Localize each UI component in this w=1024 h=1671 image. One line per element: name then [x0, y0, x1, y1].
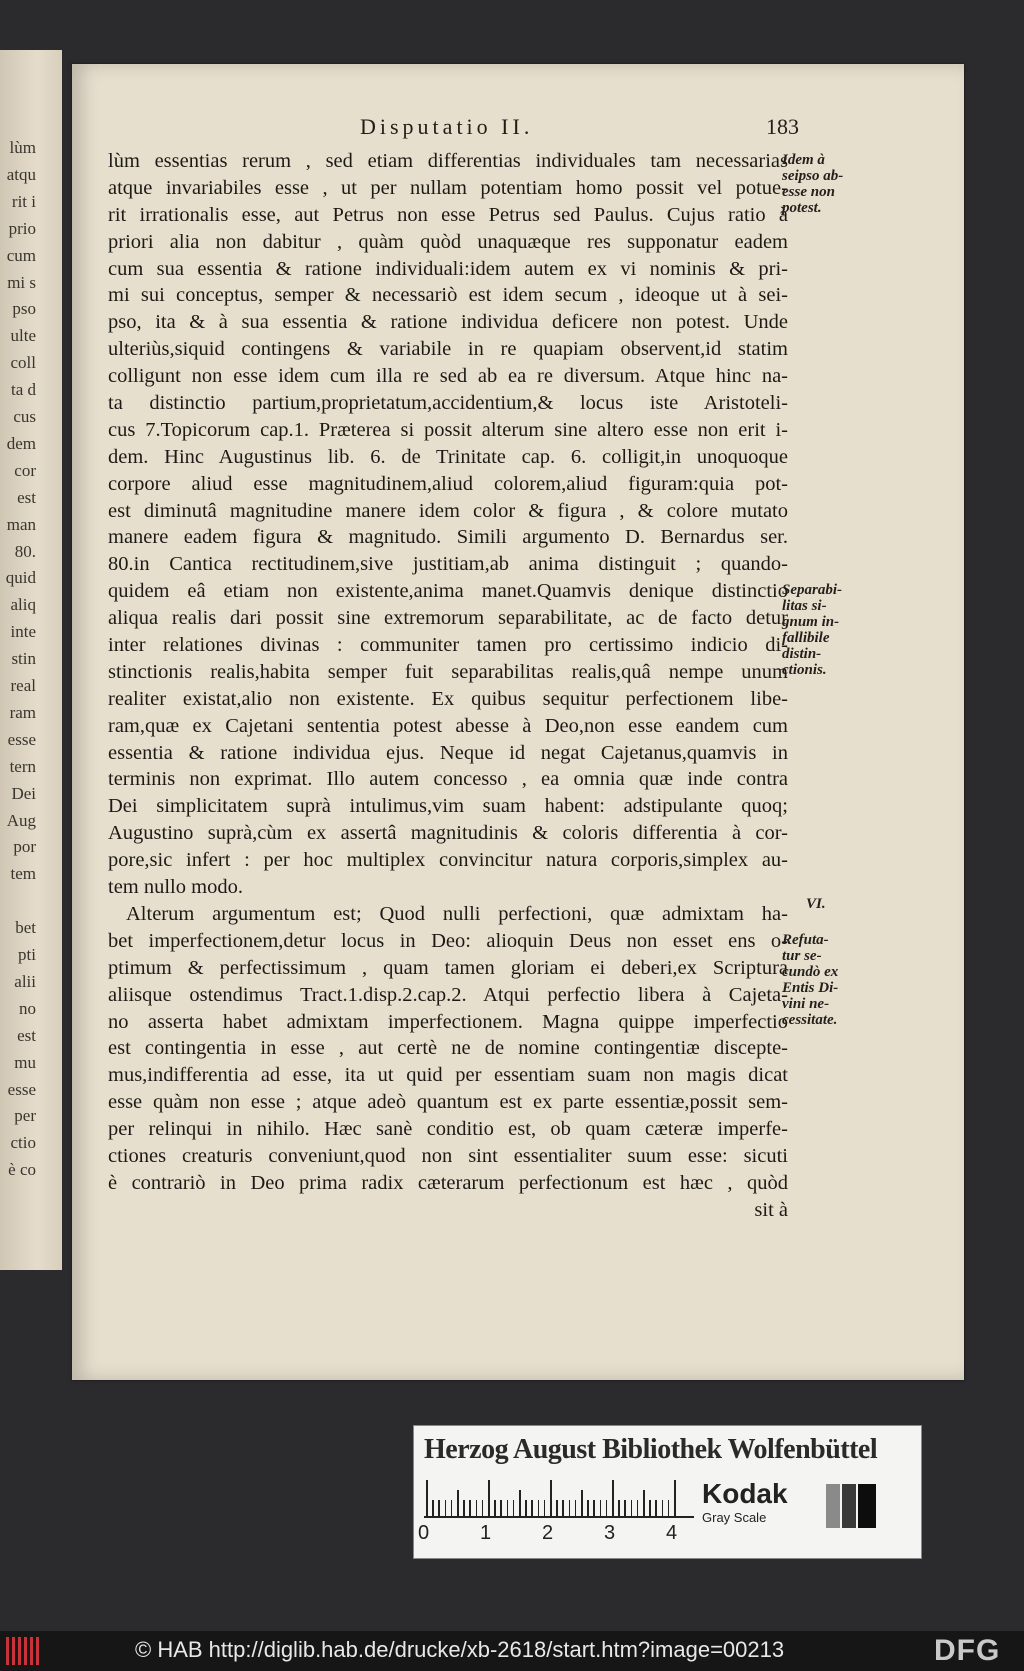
- text-line: lùm essentias rerum , sed etiam differentias individuales tam necessarias: [108, 150, 788, 172]
- ruler-tick: [438, 1500, 440, 1516]
- previous-page-fragment: prio: [8, 218, 36, 238]
- text-line: 80.in Cantica rectitudinem,sive justitiam,ab anima distinguit ; quando-: [108, 553, 788, 576]
- ruler-tick: [649, 1500, 651, 1516]
- text-line: tem nullo modo.: [108, 876, 243, 899]
- text-line: è contrariò in Deo prima radix cæterarum perfectionum est hæc , quòd: [108, 1171, 788, 1194]
- previous-page-fragment: cus: [13, 407, 36, 426]
- ruler-number: 1: [480, 1522, 492, 1544]
- ruler-tick: [600, 1500, 602, 1516]
- margin-note-line: Entis Di-: [782, 980, 839, 996]
- margin-note-line: ctionis.: [782, 662, 827, 678]
- previous-page-fragment: stin: [11, 649, 36, 669]
- gray-scale-label: Gray Scale: [702, 1510, 767, 1525]
- running-head: [72, 114, 964, 144]
- text-line: est diminutâ magnitudine manere idem color & figura , & colore mutato: [108, 499, 788, 522]
- previous-page-fragment: no: [19, 998, 36, 1018]
- previous-page-fragment: est: [17, 1025, 36, 1045]
- gray-swatch-dark: [858, 1484, 876, 1528]
- ruler-tick: [476, 1500, 478, 1516]
- ruler-tick: [631, 1500, 633, 1516]
- ruler-tick: [674, 1480, 676, 1516]
- dfg-logo: DFG: [934, 1634, 1001, 1667]
- text-line: mus,indifferentia ad esse, ita ut quid per essentiam suam non magis dicat: [108, 1064, 788, 1087]
- text-line: stinctionis realis,habita semper fuit separabilitas realis,quâ nempe unum: [108, 660, 788, 683]
- text-line: inter relationes divinas : communiter tamen pro certissimo indicio di-: [108, 634, 788, 657]
- ruler-tick: [538, 1500, 540, 1516]
- kodak-logo: Kodak: [702, 1478, 788, 1509]
- text-line: atque invariabiles esse , ut per nullam potentiam homo possit vel potue-: [108, 176, 788, 199]
- ruler-number: 4: [666, 1522, 678, 1544]
- ruler-tick: [463, 1500, 465, 1516]
- ruler-tick: [556, 1500, 558, 1516]
- previous-page-fragment: tern: [9, 756, 36, 776]
- gray-swatch-mid: [842, 1484, 856, 1528]
- ruler-tick: [445, 1500, 447, 1516]
- text-line: mi sui conceptus, semper & necessariò est idem secum , ideoque ut à sei-: [108, 284, 788, 307]
- text-line: cus 7.Topicorum cap.1. Præterea si possit alterum sine altero esse non erit i-: [108, 418, 788, 441]
- previous-page-fragment: cor: [14, 460, 36, 480]
- text-line: per relinqui in nihilo. Hæc sanè conditio est, ob quam cæteræ imperfe-: [108, 1118, 788, 1141]
- ruler-tick: [655, 1500, 657, 1516]
- previous-page-edge: [0, 50, 62, 1270]
- text-line: quidem eâ etiam non existente,anima manet.Quamvis denique distinctio: [108, 580, 788, 603]
- previous-page-fragment: pso: [12, 299, 36, 319]
- previous-page-fragment: rit i: [11, 191, 36, 211]
- previous-page-fragment: quid: [5, 568, 36, 588]
- previous-page-fragment: ulte: [10, 326, 36, 346]
- previous-page-fragment: aliq: [10, 595, 36, 615]
- margin-note-line: litas si-: [782, 598, 827, 614]
- previous-page-fragment: por: [13, 837, 36, 857]
- text-line: essentia & ratione individua ejus. Neque id negat Cajetanus,quamvis in: [108, 741, 788, 764]
- text-line: pore,sic infert : per hoc multiplex convincitur natura corporis,simplex au-: [108, 849, 788, 872]
- text-line: rit irrationalis esse, aut Petrus non esse Petrus sed Paulus. Cujus ratio à: [108, 203, 788, 226]
- previous-page-fragment: tem: [10, 864, 36, 884]
- previous-page-fragment: bet: [15, 918, 36, 938]
- text-line: ctiones creaturis conveniunt,quod non sint essentialiter suum esse: sicuti: [108, 1144, 788, 1167]
- viewer-footer: [0, 1631, 1024, 1671]
- text-line: ta distinctio partium,proprietatum,accidentium,& locus iste Aristoteli-: [108, 392, 788, 415]
- text-line: terminis non exprimat. Illo autem concesso , ea omnia quæ inde contra: [108, 768, 788, 791]
- previous-page-fragment: pti: [18, 945, 36, 964]
- ruler-tick: [500, 1500, 502, 1516]
- catchword: sit à: [754, 1198, 788, 1221]
- previous-page-fragment: atqu: [6, 164, 36, 184]
- margin-note-line: potest.: [782, 200, 822, 216]
- ruler-tick: [432, 1500, 434, 1516]
- text-line: colligunt non esse idem cum illa re sed ab ea re diversum. Atque hinc na-: [108, 365, 788, 388]
- ruler-tick: [451, 1500, 453, 1516]
- text-line: est contingentia in esse , aut certè ne de nomine contingentiæ discepte-: [108, 1037, 788, 1060]
- margin-note-line: distin-: [782, 646, 822, 662]
- text-line: ram,quæ ex Cajetani sententia potest abesse à Deo,non esse eandem cum: [108, 714, 788, 737]
- previous-page-fragment: ta d: [10, 380, 36, 400]
- ruler-number: 3: [604, 1522, 616, 1544]
- previous-page-fragment: est: [17, 487, 36, 507]
- ruler-tick: [519, 1490, 521, 1516]
- ruler-tick: [612, 1480, 614, 1516]
- book-page: [72, 64, 964, 1380]
- ruler-tick: [587, 1500, 589, 1516]
- ruler-tick: [544, 1500, 546, 1516]
- ruler-tick: [426, 1480, 428, 1516]
- section-number: VI.: [806, 896, 826, 912]
- previous-page-fragment: coll: [10, 353, 36, 373]
- text-line: realiter existat,alio non existente. Ex quibus sequitur perfectionem libe-: [108, 687, 788, 710]
- previous-page-fragment: dem: [6, 433, 36, 453]
- text-line: esse quàm non esse ; atque adeò quantum est ex parte essentiæ,possit sem-: [108, 1091, 788, 1114]
- gray-swatch-light: [826, 1484, 840, 1528]
- margin-note-line: tur se-: [782, 948, 822, 964]
- previous-page-fragment: alii: [14, 971, 36, 991]
- footer-credit-link[interactable]: © HAB http://diglib.hab.de/drucke/xb-2618/start.htm?image=00213: [135, 1637, 785, 1662]
- text-line: dem. Hinc Augustinus lib. 6. de Trinitate cap. 6. colligit,in unoquoque: [108, 445, 788, 468]
- page-number: 183: [766, 114, 799, 139]
- margin-note-line: Refuta-: [782, 932, 829, 948]
- margin-note-line: Idem à: [782, 152, 825, 168]
- ruler-number: 2: [542, 1522, 554, 1544]
- ruler-tick: [662, 1500, 664, 1516]
- margin-note-line: Separabi-: [782, 582, 842, 598]
- margin-note-line: fallibile: [782, 630, 830, 646]
- margin-note-separabilitas: [782, 582, 870, 678]
- previous-page-fragment: per: [14, 1106, 36, 1126]
- hab-barcode-icon: [6, 1637, 46, 1665]
- ruler-tick: [575, 1500, 577, 1516]
- ruler-tick: [637, 1500, 639, 1516]
- margin-note-line: cessitate.: [782, 1012, 838, 1028]
- previous-page-fragment: man: [6, 514, 36, 534]
- ruler-tick: [494, 1500, 496, 1516]
- ruler-tick: [525, 1500, 527, 1516]
- previous-page-fragment: Dei: [11, 783, 36, 803]
- previous-page-fragment: ctio: [10, 1133, 36, 1153]
- text-line: aliisque ostendimus Tract.1.disp.2.cap.2. Atqui perfectio libera à Cajeta-: [108, 983, 788, 1006]
- margin-note-line: vini ne-: [782, 996, 830, 1012]
- running-head-title: Disputatio II.: [360, 114, 534, 139]
- text-line: bet imperfectionem,detur locus in Deo: alioquin Deus non esset ens o-: [108, 929, 788, 952]
- previous-page-fragment: real: [10, 676, 36, 695]
- text-line: no asserta habet admixtam imperfectionem. Magna quippe imperfectio: [108, 1010, 788, 1033]
- library-label-card: [413, 1425, 922, 1559]
- ruler-tick: [618, 1500, 620, 1516]
- ruler-tick: [507, 1500, 509, 1516]
- previous-page-fragment: inte: [10, 622, 36, 642]
- text-line: aliqua realis dari possit sine extremorum separabilitate, ac de facto detur: [108, 607, 788, 630]
- text-line: corpore aliud esse magnitudinem,aliud colorem,aliud figuram:quia pot-: [108, 472, 788, 495]
- ruler-tick: [581, 1490, 583, 1516]
- text-line: cum sua essentia & ratione individuali:idem autem ex vi nominis & pri-: [108, 257, 788, 280]
- ruler-tick: [593, 1500, 595, 1516]
- previous-page-fragment: esse: [7, 1079, 36, 1099]
- previous-page-fragment: lùm: [9, 138, 36, 157]
- ruler-tick: [643, 1490, 645, 1516]
- library-name: Herzog August Bibliothek Wolfenbüttel: [424, 1434, 878, 1465]
- text-line: Alterum argumentum est; Quod nulli perfectioni, quæ admixtam ha-: [126, 902, 788, 925]
- ruler-tick: [513, 1500, 515, 1516]
- ruler-tick: [550, 1480, 552, 1516]
- margin-note-line: cundò ex: [782, 964, 839, 980]
- margin-note-line: esse non: [782, 184, 835, 200]
- ruler-tick: [482, 1500, 484, 1516]
- text-line: manere eadem figura & magnitudo. Simili argumento D. Bernardus ser.: [108, 526, 788, 549]
- ruler-baseline: [424, 1516, 694, 1518]
- scale-ruler: [424, 1480, 694, 1516]
- main-text-block: [108, 148, 788, 1224]
- previous-page-fragment: Aug: [6, 810, 36, 830]
- margin-note-line: seipso ab-: [782, 168, 844, 184]
- previous-page-fragment: è co: [8, 1160, 36, 1180]
- previous-page-fragment: 80.: [14, 541, 36, 561]
- margin-note-line: gnum in-: [782, 614, 840, 630]
- ruler-tick: [624, 1500, 626, 1516]
- ruler-tick: [531, 1500, 533, 1516]
- ruler-tick: [457, 1490, 459, 1516]
- ruler-number: 0: [418, 1522, 430, 1544]
- ruler-tick: [562, 1500, 564, 1516]
- text-line: pso, ita & à sua essentia & ratione individua deficere non potest. Unde: [108, 311, 788, 334]
- previous-page-fragment: cum: [6, 245, 36, 265]
- margin-note-refutatur: [782, 932, 870, 1028]
- previous-page-fragment: mi s: [7, 272, 36, 292]
- ruler-tick: [488, 1480, 490, 1516]
- text-line: Augustino suprà,cùm ex assertâ magnitudinis & coloris differentia à cor-: [108, 822, 788, 845]
- ruler-tick: [469, 1500, 471, 1516]
- margin-note-idem: [782, 152, 870, 216]
- ruler-tick: [668, 1500, 670, 1516]
- ruler-tick: [569, 1500, 571, 1516]
- text-line: Dei simplicitatem suprà intulimus,vim suam habent: adstipulante quoq;: [108, 795, 788, 818]
- text-line: priori alia non dabitur , quàm quòd unaquæque res supponatur eadem: [108, 230, 788, 253]
- previous-page-fragment: ram: [9, 702, 36, 722]
- ruler-tick: [606, 1500, 608, 1516]
- text-line: ptimum & perfectissimum , quam tamen gloriam ei deberi,ex Scriptura: [108, 956, 788, 979]
- previous-page-fragment: esse: [7, 729, 36, 749]
- text-line: ulteriùs,siquid contingens & variabile in re quapiam observent,id statim: [108, 338, 788, 361]
- previous-page-fragment: mu: [14, 1052, 36, 1072]
